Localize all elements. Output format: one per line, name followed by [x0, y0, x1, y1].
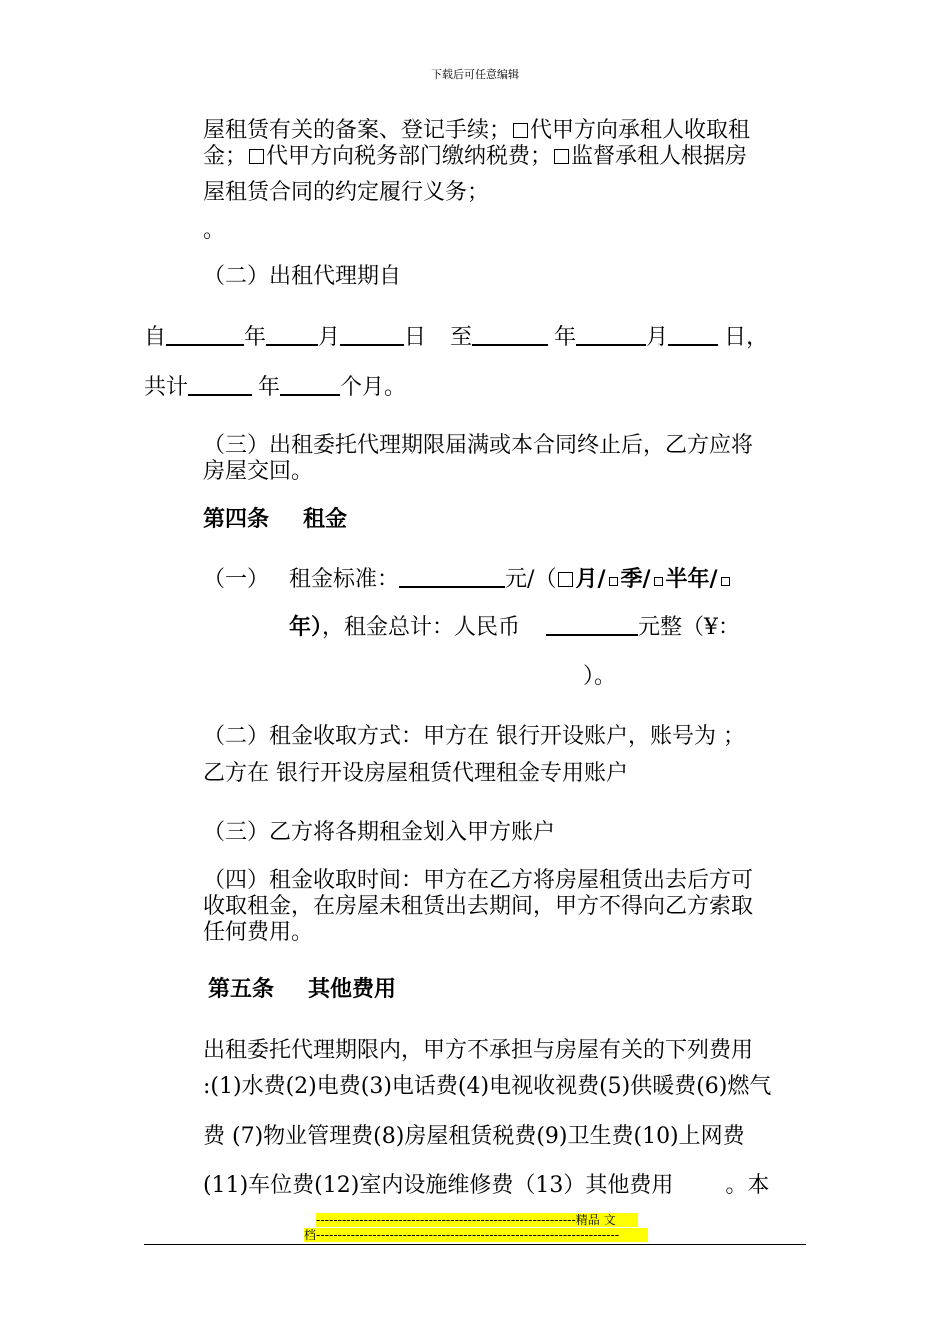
- section2-title: （二）出租代理期自: [203, 264, 402, 289]
- article-number: 第五条: [208, 976, 275, 1002]
- text: 年: [554, 325, 577, 350]
- collection-time-line2: 收取租金，在房屋未租赁出去期间，甲方不得向乙方索取: [203, 894, 754, 919]
- footer-line1: ------------------------------------------------------------精品 文: [316, 1213, 638, 1227]
- text: ，租金总计：人民币: [322, 615, 521, 640]
- text: （一）: [203, 567, 270, 592]
- footer-rule: [144, 1244, 806, 1245]
- checkbox-icon: [558, 572, 573, 587]
- blank-field: [472, 324, 548, 346]
- section3-line2: 房屋交回。: [203, 459, 314, 484]
- rent-total-line: [289, 614, 740, 641]
- other-fees-line4: [203, 1173, 769, 1199]
- text: 半年/: [665, 566, 718, 592]
- blank-field: [280, 374, 340, 396]
- para1-line3: 屋租赁合同的约定履行义务；: [203, 180, 490, 205]
- text: 个月。: [340, 375, 407, 400]
- text: 元/（: [505, 567, 557, 592]
- collection-time-line3: 任何费用。: [203, 920, 314, 945]
- checkbox-icon: [513, 123, 528, 138]
- section3-line1: （三）出租委托代理期限届满或本合同终止后，乙方应将: [203, 433, 754, 458]
- blank-field: [546, 614, 638, 636]
- text: 年: [244, 325, 267, 350]
- text: 屋租赁有关的备案、登记手续；: [203, 118, 512, 143]
- payment-method-line2: 乙方在 银行开设房屋租赁代理租金专用账户: [203, 761, 628, 786]
- blank-field: [188, 374, 252, 396]
- other-fees-line2: :(1)水费(2)电费(3)电话费(4)电视收视费(5)供暖费(6)燃气: [203, 1074, 772, 1099]
- text: 年: [258, 375, 281, 400]
- date-range-line: [144, 324, 768, 351]
- blank-field: [668, 324, 718, 346]
- rent-close: ）。: [583, 664, 617, 689]
- rent-standard-line: [203, 566, 733, 593]
- text: 档: [304, 1228, 317, 1242]
- text: 。本: [725, 1173, 770, 1198]
- checkbox-icon: [554, 149, 569, 164]
- text: 至: [450, 325, 473, 350]
- text: 日: [404, 325, 427, 350]
- footer-line2: [304, 1228, 648, 1242]
- text: 月: [646, 325, 669, 350]
- para1-line2: [203, 144, 747, 170]
- article-name: 其他费用: [308, 976, 397, 1002]
- text: 监督承租人根据房: [571, 144, 748, 169]
- article-name: 租金: [303, 506, 348, 532]
- blank-field: [340, 324, 404, 346]
- blank-field: [266, 324, 318, 346]
- other-fees-line3: 费 (7)物业管理费(8)房屋租赁税费(9)卫生费(10)上网费: [203, 1124, 745, 1149]
- text: 月/: [575, 566, 606, 592]
- para1-line4: 。: [203, 218, 226, 243]
- total-period-line: [144, 374, 406, 401]
- article4-heading: [203, 506, 347, 532]
- article-number: 第四条: [203, 506, 270, 532]
- checkbox-icon: [609, 577, 618, 586]
- article5-heading: [208, 976, 396, 1002]
- text: 元整（¥：: [638, 615, 741, 640]
- text: 日，: [724, 325, 769, 350]
- other-fees-line1: 出租委托代理期限内，甲方不承担与房屋有关的下列费用: [203, 1038, 754, 1063]
- text: 共计: [144, 375, 189, 400]
- blank-field: [576, 324, 646, 346]
- text: (11)车位费(12)室内设施维修费（13）其他费用: [203, 1173, 674, 1198]
- checkbox-icon: [249, 149, 264, 164]
- text: 月: [318, 325, 341, 350]
- text: 自: [144, 325, 167, 350]
- transfer-line: （三）乙方将各期租金划入甲方账户: [203, 820, 556, 845]
- text: 金；: [203, 144, 248, 169]
- page-header: 下载后可任意编辑: [431, 68, 519, 81]
- collection-time-line1: （四）租金收取时间：甲方在乙方将房屋租赁出去后方可: [203, 868, 754, 893]
- blank-field: [166, 324, 244, 346]
- checkbox-icon: [721, 577, 730, 586]
- payment-method-line1: （二）租金收取方式：甲方在 银行开设账户，账号为 ；: [203, 724, 745, 749]
- checkbox-icon: [654, 577, 663, 586]
- text: 租金标准：: [289, 567, 400, 592]
- blank-field: [399, 566, 505, 588]
- text: 季/: [620, 566, 651, 592]
- para1-line1: [203, 118, 750, 144]
- text: 代甲方向承租人收取租: [530, 118, 751, 143]
- text: ----------------------------------------------------------------------: [316, 1228, 620, 1242]
- text: 年）: [289, 614, 323, 640]
- text: 代甲方向税务部门缴纳税费；: [266, 144, 553, 169]
